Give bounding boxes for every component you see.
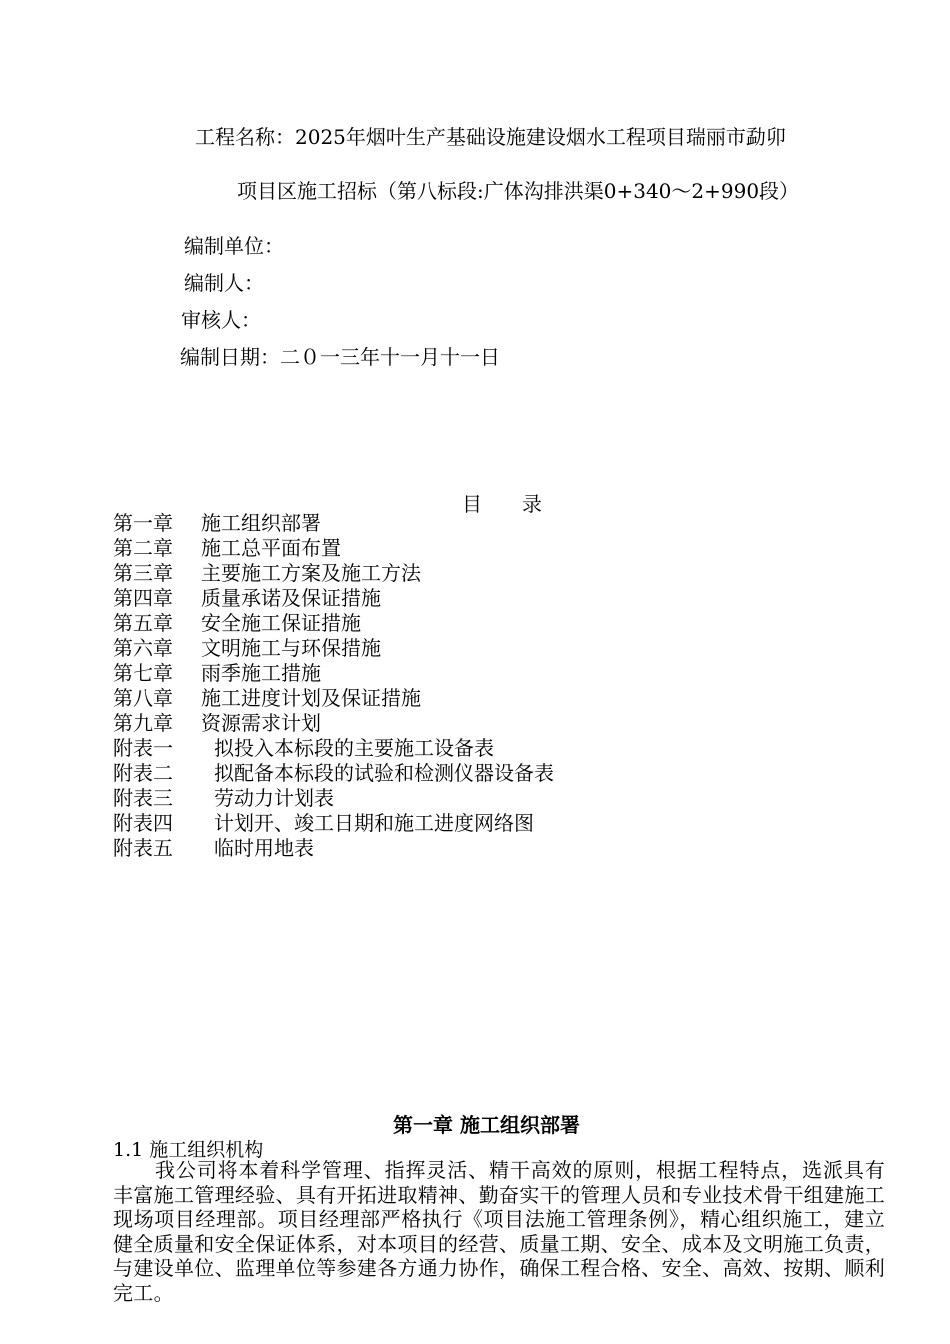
toc-appendix[interactable] — [113, 761, 554, 786]
toc-item-title: 施工总平面布置 — [201, 536, 341, 560]
toc-item-number: 第九章 — [113, 711, 173, 735]
toc-item[interactable] — [113, 511, 554, 536]
toc-appendix-title: 临时用地表 — [214, 836, 314, 860]
toc-title: 目 录 — [462, 492, 542, 516]
toc-appendix-title: 劳动力计划表 — [214, 786, 334, 810]
toc-appendix[interactable] — [113, 786, 554, 811]
toc-item[interactable] — [113, 536, 554, 561]
toc-item-title: 施工组织部署 — [201, 511, 321, 535]
chapter-title: 第一章 施工组织部署 — [393, 1113, 580, 1137]
toc-list — [113, 511, 554, 861]
toc-appendix-number: 附表四 — [113, 811, 173, 835]
toc-item-number: 第三章 — [113, 561, 173, 585]
toc-item-title: 安全施工保证措施 — [201, 611, 361, 635]
toc-item[interactable] — [113, 661, 554, 686]
compiler-label: 编制人： — [184, 271, 264, 295]
toc-appendix-title: 拟配备本标段的试验和检测仪器设备表 — [214, 761, 554, 785]
toc-item[interactable] — [113, 561, 554, 586]
toc-item-title: 施工进度计划及保证措施 — [201, 686, 421, 710]
reviewer-label: 审核人： — [181, 308, 261, 332]
toc-item-title: 雨季施工措施 — [201, 661, 321, 685]
body-paragraph: 我公司将本着科学管理、指挥灵活、精干高效的原则，根据工程特点，选派具有丰富施工管理经验、具有开拓进取精神、勤奋实干的管理人员和专业技术骨干组建施工现场项目经理部。项目经理部严格执行《项目法施工管理条例》，精心组织施工，建立健全质量和安全保证体系，对本项目的经营、质量工期、安全、成本及文明施工负责，与建设单位、监理单位等参建各方通力协作，确保工程合格、安全、高效、按期、顺利完工。 — [113, 1158, 885, 1305]
toc-item-number: 第六章 — [113, 636, 173, 660]
toc-item[interactable] — [113, 636, 554, 661]
section-heading: 1.1 施工组织机构 — [113, 1139, 264, 1161]
toc-item-title: 质量承诺及保证措施 — [201, 586, 381, 610]
toc-appendix-number: 附表一 — [113, 736, 173, 760]
toc-item[interactable] — [113, 586, 554, 611]
toc-item[interactable] — [113, 711, 554, 736]
compiling-unit-label: 编制单位： — [184, 234, 284, 258]
toc-item-number: 第八章 — [113, 686, 173, 710]
toc-appendix[interactable] — [113, 836, 554, 861]
toc-item-title: 主要施工方案及施工方法 — [201, 561, 421, 585]
toc-item-number: 第四章 — [113, 586, 173, 610]
project-name-line-1: 工程名称：2025年烟叶生产基础设施建设烟水工程项目瑞丽市勐卯 — [195, 125, 786, 149]
toc-item-number: 第一章 — [113, 511, 173, 535]
toc-appendix-title: 计划开、竣工日期和施工进度网络图 — [214, 811, 534, 835]
toc-appendix-number: 附表二 — [113, 761, 173, 785]
toc-item[interactable] — [113, 611, 554, 636]
toc-item-number: 第五章 — [113, 611, 173, 635]
toc-appendix-number: 附表三 — [113, 786, 173, 810]
toc-appendix[interactable] — [113, 811, 554, 836]
toc-appendix-title: 拟投入本标段的主要施工设备表 — [214, 736, 494, 760]
toc-item-title: 资源需求计划 — [201, 711, 321, 735]
compile-date: 编制日期：二０一三年十一月十一日 — [180, 345, 500, 369]
toc-item-number: 第七章 — [113, 661, 173, 685]
toc-appendix[interactable] — [113, 736, 554, 761]
toc-item[interactable] — [113, 686, 554, 711]
project-name-line-2: 项目区施工招标（第八标段:广体沟排洪渠0+340～2+990段） — [237, 179, 800, 203]
toc-appendix-number: 附表五 — [113, 836, 173, 860]
toc-item-title: 文明施工与环保措施 — [201, 636, 381, 660]
toc-item-number: 第二章 — [113, 536, 173, 560]
